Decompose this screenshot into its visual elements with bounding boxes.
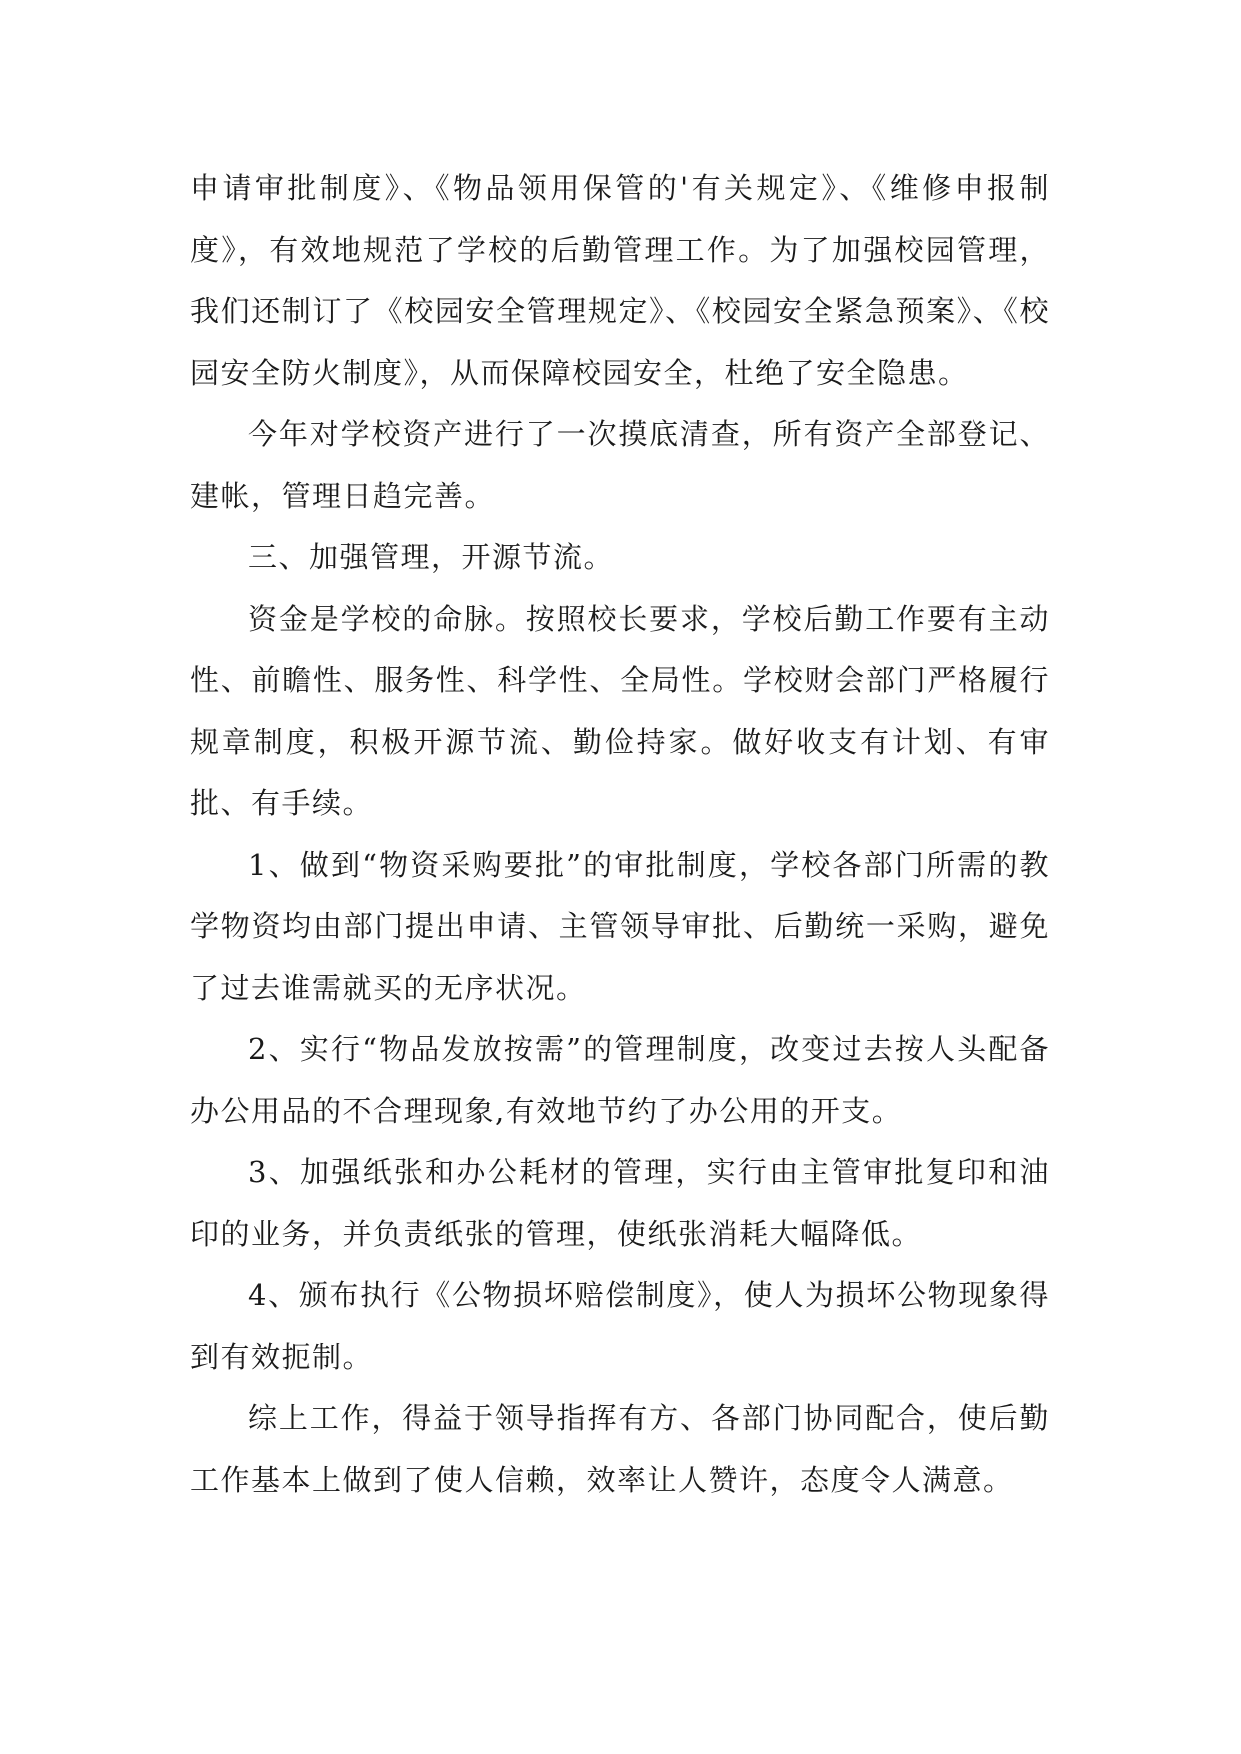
- document-body: [190, 158, 1050, 1511]
- list-item-distribution: 2、实行“物品发放按需”的管理制度，改变过去按人头配备办公用品的不合理现象,有效地节约了办公用的开支。: [190, 1032, 1050, 1128]
- list-item-compensation: 4、颁布执行《公物损坏赔偿制度》，使人为损坏公物现象得到有效扼制。: [190, 1278, 1050, 1374]
- list-item-paper-supplies: 3、加强纸张和办公耗材的管理，实行由主管审批复印和油印的业务，并负责纸张的管理，使纸张消耗大幅降低。: [190, 1155, 1050, 1251]
- section-heading-management: 三、加强管理，开源节流。: [248, 540, 615, 574]
- paragraph-funding: 资金是学校的命脉。按照校长要求，学校后勤工作要有主动性、前瞻性、服务性、科学性、全局性。学校财会部门严格履行规章制度，积极开源节流、勤俭持家。做好收支有计划、有审批、有手续。: [190, 601, 1050, 820]
- paragraph-rules-list: 申请审批制度》、《物品领用保管的'有关规定》、《维修申报制度》，有效地规范了学校的后勤管理工作。为了加强校园管理，我们还制订了《校园安全管理规定》、《校园安全紧急预案》、《校园安全防火制度》，从而保障校园安全，杜绝了安全隐患。: [190, 171, 1050, 390]
- list-item-procurement: 1、做到“物资采购要批”的审批制度，学校各部门所需的教学物资均由部门提出申请、主管领导审批、后勤统一采购，避免了过去谁需就买的无序状况。: [190, 847, 1050, 1005]
- paragraph-asset-inventory: 今年对学校资产进行了一次摸底清查，所有资产全部登记、建帐，管理日趋完善。: [190, 417, 1050, 513]
- paragraph-summary: 综上工作，得益于领导指挥有方、各部门协同配合，使后勤工作基本上做到了使人信赖，效率让人赞许，态度令人满意。: [190, 1401, 1050, 1497]
